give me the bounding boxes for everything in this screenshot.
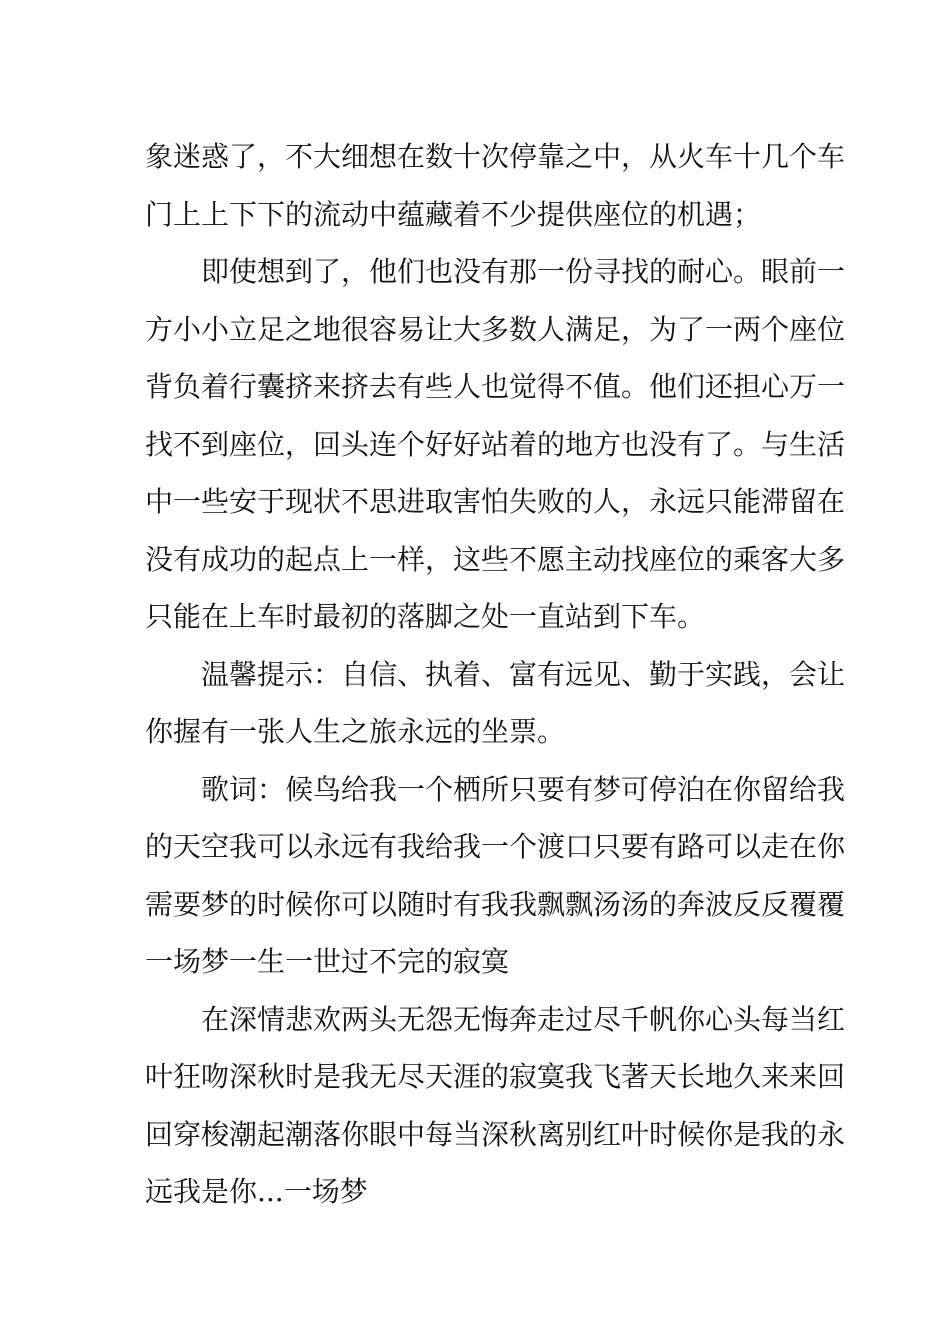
text-line: 没有成功的起点上一样，这些不愿主动找座位的乘客大多	[145, 542, 846, 576]
text-line: 你握有一张人生之旅永远的坐票。	[145, 715, 566, 748]
paragraph-start-line: 歌词：候鸟给我一个栖所只要有梦可停泊在你留给我	[201, 772, 846, 806]
text-line: 中一些安于现状不思进取害怕失败的人，永远只能滞留在	[145, 485, 846, 518]
text-line: 一场梦一生一世过不完的寂寞	[145, 945, 510, 978]
text-line: 叶狂吻深秋时是我无尽天涯的寂寞我飞著天长地久来来回	[145, 1060, 846, 1093]
text-line: 只能在上车时最初的落脚之处一直站到下车。	[145, 600, 706, 633]
document-body	[145, 128, 846, 1221]
text-line: 方小小立足之地很容易让大多数人满足，为了一两个座位	[145, 312, 846, 346]
text-line: 象迷惑了，不大细想在数十次停靠之中，从火车十几个车	[145, 140, 846, 173]
paragraph-start-line: 温馨提示：自信、执着、富有远见、勤于实践，会让	[201, 657, 846, 691]
paragraph-start-line: 在深情悲欢两头无怨无悔奔走过尽千帆你心头每当红	[201, 1002, 846, 1036]
text-line: 需要梦的时候你可以随时有我我飘飘汤汤的奔波反反覆覆	[145, 887, 846, 921]
text-line: 找不到座位，回头连个好好站着的地方也没有了。与生活	[145, 427, 846, 461]
text-line: 远我是你...一场梦	[145, 1175, 368, 1208]
text-line: 回穿梭潮起潮落你眼中每当深秋离别红叶时候你是我的永	[145, 1117, 846, 1151]
text-line: 的天空我可以永远有我给我一个渡口只要有路可以走在你	[145, 830, 846, 863]
paragraph-start-line: 即使想到了，他们也没有那一份寻找的耐心。眼前一	[201, 255, 846, 288]
text-line: 背负着行囊挤来挤去有些人也觉得不值。他们还担心万一	[145, 370, 846, 403]
text-line: 门上上下下的流动中蕴藏着不少提供座位的机遇；	[145, 197, 762, 231]
